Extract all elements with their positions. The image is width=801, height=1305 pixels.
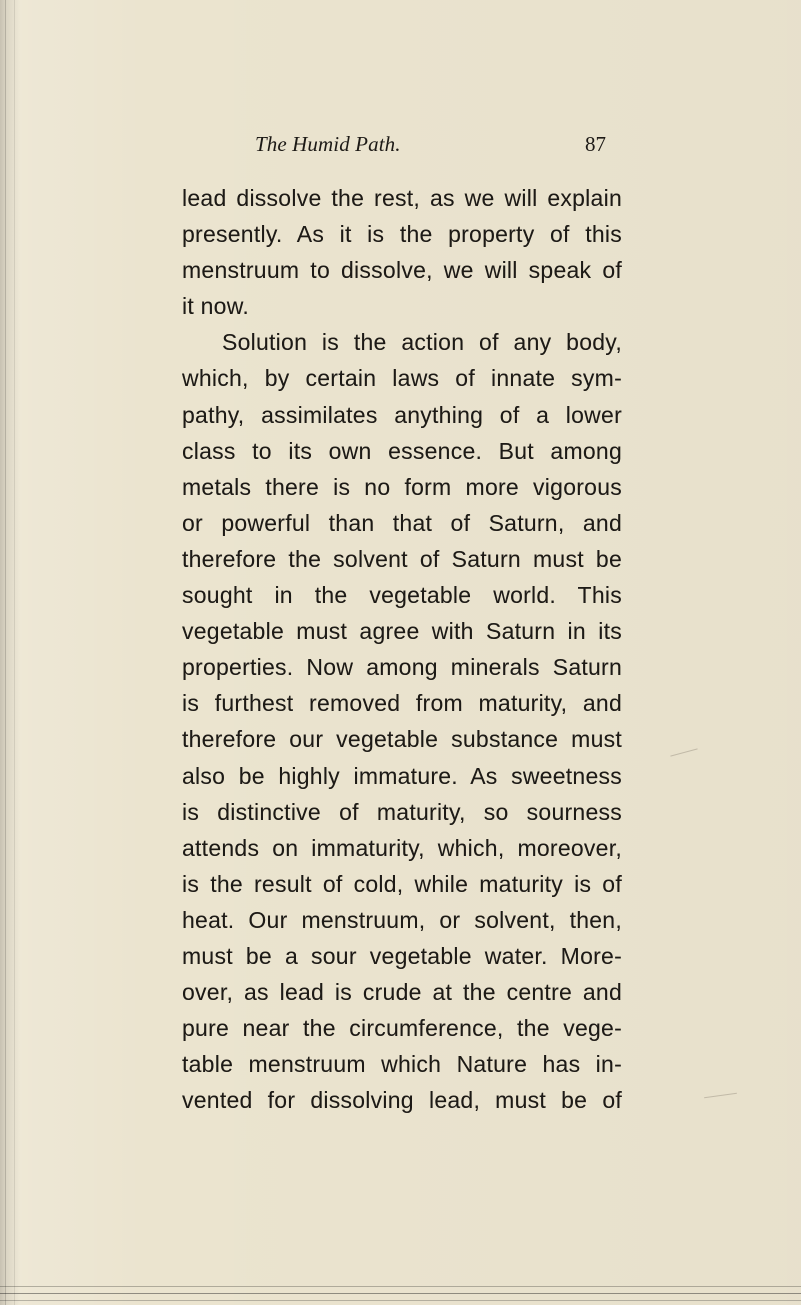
text-line: is furthest removed from maturity, and [182,690,622,717]
text-line: attends on immaturity, which, moreover, [182,834,622,861]
text-line: table menstruum which Nature has in- [182,1051,622,1078]
page-number: 87 [585,132,606,156]
text-line: must be a sour vegetable water. More- [182,942,622,969]
body-text [182,180,622,1120]
text-line: presently. As it is the property of this [182,221,622,248]
text-line: pathy, assimilates anything of a lower [182,401,622,428]
text-line: also be highly immature. As sweetness [182,762,622,789]
text-line: over, as lead is crude at the centre and [182,979,622,1006]
text-line: heat. Our menstruum, or solvent, then, [182,906,622,933]
running-head: The Humid Path. [255,132,401,156]
text-line: properties. Now among minerals Saturn [182,654,622,681]
text-line: it now. [182,293,249,320]
text-line: class to its own essence. But among [182,437,622,464]
paper-scratch [704,1093,737,1099]
bottom-edge-line [0,1293,801,1294]
paragraph-first-line: Solution is the action of any body, [222,329,622,356]
text-line: vented for dissolving lead, must be of [182,1087,622,1114]
text-line: lead dissolve the rest, as we will explain [182,185,622,211]
text-line: menstruum to dissolve, we will speak of [182,257,622,284]
text-line: vegetable must agree with Saturn in its [182,618,622,645]
binding-edge-lines [5,0,15,1305]
bottom-edge-line [0,1286,801,1287]
text-line: is the result of cold, while maturity is of [182,870,622,897]
text-line: pure near the circumference, the vege- [182,1015,622,1042]
text-line: is distinctive of maturity, so sourness [182,798,622,825]
text-line: metals there is no form more vigorous [182,473,622,500]
text-line: which, by certain laws of innate sym- [182,365,622,392]
text-line: or powerful than that of Saturn, and [182,509,622,536]
text-line: therefore our vegetable substance must [182,726,622,753]
text-line: sought in the vegetable world. This [182,582,622,609]
bottom-edge-line [0,1300,801,1301]
text-line: therefore the solvent of Saturn must be [182,545,622,572]
paper-scratch [670,748,697,756]
